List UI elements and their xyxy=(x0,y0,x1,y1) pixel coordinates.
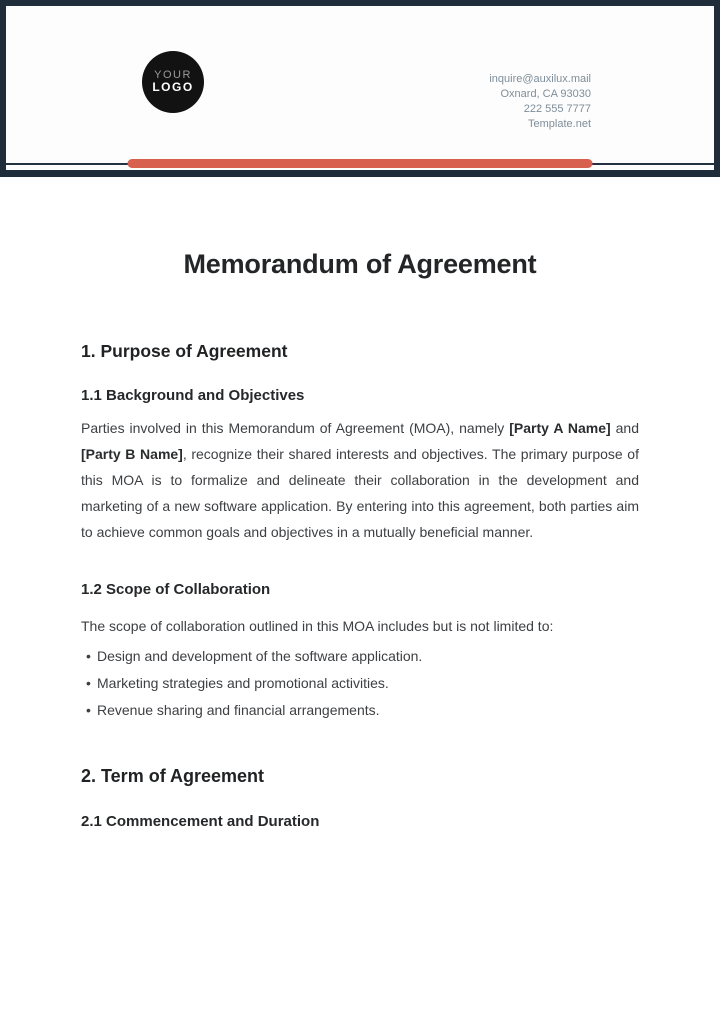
letterhead xyxy=(0,0,720,177)
contact-address: Oxnard, CA 93030 xyxy=(500,88,591,100)
logo xyxy=(142,51,204,113)
paragraph-background-objectives xyxy=(81,415,639,545)
list-item: • Revenue sharing and financial arrangements. xyxy=(81,697,639,724)
section-2-heading: 2. Term of Agreement xyxy=(81,766,265,786)
party-b-placeholder: [Party B Name] xyxy=(81,446,183,462)
section-1-2-heading: 1.2 Scope of Collaboration xyxy=(81,581,271,598)
header-accent-bar xyxy=(128,159,593,168)
scope-bullet-list xyxy=(81,643,639,724)
logo-text-logo: LOGO xyxy=(152,80,194,95)
party-a-placeholder: [Party A Name] xyxy=(509,420,611,436)
para-segment: Parties involved in this Memorandum of Agreement (MOA), namely xyxy=(81,420,510,436)
contact-email: inquire@auxilux.mail xyxy=(489,73,591,85)
para-segment: , recognize their shared interests and objectives. The primary purpose of this MOA is to formalize and delineate their collaboration in the development and marketing of a new software application. By entering into this agreement, both parties aim to achieve common goals and objectives in a mutually beneficial manner. xyxy=(81,446,639,540)
scope-intro-text: The scope of collaboration outlined in this MOA includes but is not limited to: xyxy=(81,618,554,634)
section-2-1-heading: 2.1 Commencement and Duration xyxy=(81,813,320,830)
contact-website: Template.net xyxy=(528,118,591,130)
contact-phone: 222 555 7777 xyxy=(523,103,591,115)
list-item: • Marketing strategies and promotional activities. xyxy=(81,670,639,697)
document-title: Memorandum of Agreement xyxy=(183,249,537,279)
section-1-1-heading: 1.1 Background and Objectives xyxy=(81,387,305,404)
document-body xyxy=(0,248,720,831)
logo-text-your: YOUR xyxy=(154,68,192,81)
list-item: • Design and development of the software application. xyxy=(81,643,639,670)
section-1-heading: 1. Purpose of Agreement xyxy=(81,341,288,361)
para-segment: and xyxy=(610,420,640,436)
contact-info xyxy=(489,72,591,132)
